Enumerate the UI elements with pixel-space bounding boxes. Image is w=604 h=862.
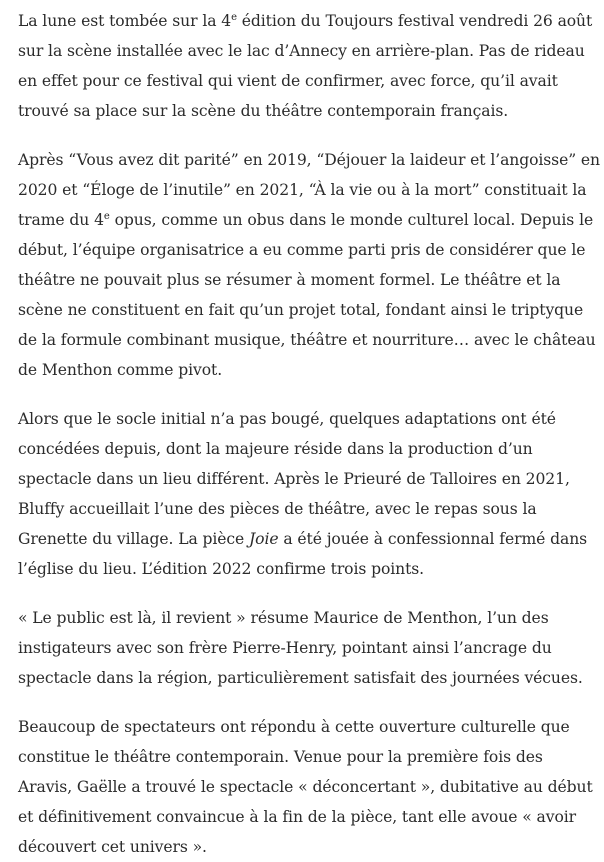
play-title: Joie: [249, 530, 279, 548]
paragraph-1: [18, 6, 601, 126]
paragraph-2: [18, 145, 601, 385]
paragraph-3-text-start: Alors que le socle initial n’a pas bougé, quelques adaptations ont été concédées depuis, dont la majeure réside dans la production d’un spectacle dans un lieu différent. Après le Prieuré de Talloires en 2021, Bluffy accueillait l’une des pièces de théâtre, avec le repas sous la Grenette du village. La pièce: [18, 410, 570, 548]
paragraph-3-text-end: a été jouée à confessionnal fermé dans l’église du lieu. L’édition 2022 confirme trois points.: [18, 530, 588, 578]
paragraph-3: [18, 404, 601, 584]
paragraph-2-text-start: Après “Vous avez dit parité” en 2019, “Déjouer la laideur et l’angoisse” en 2020 et “Éloge de l’inutile” en 2021, “À la vie ou à la mort” constituait la trame du 4: [18, 151, 600, 229]
paragraph-4: « Le public est là, il revient » résume Maurice de Menthon, l’un des instigateurs avec son frère Pierre-Henry, pointant ainsi l’ancrage du spectacle dans la région, particulièrement satisfait des journées vécues.: [18, 609, 583, 687]
paragraph-1-text-start: La lune est tombée sur la 4: [18, 12, 232, 30]
ordinal-suffix: e: [103, 211, 110, 222]
paragraph-5: Beaucoup de spectateurs ont répondu à cette ouverture culturelle que constitue le théâtre contemporain. Venue pour la première fois des Aravis, Gaëlle a trouvé le spectacle « déconcertant », dubitative au début et définitivement convaincue à la fin de la pièce, tant elle avoue « avoir découvert cet univers ».: [18, 718, 593, 856]
paragraph-1-text-end: édition du Toujours festival vendredi 26 août sur la scène installée avec le lac d’Annecy en arrière-plan. Pas de rideau en effet pour ce festival qui vient de confirmer, avec force, qu’il avait trouvé sa place sur la scène du théâtre contemporain français.: [18, 12, 593, 120]
paragraph-2-text-end: opus, comme un obus dans le monde culturel local. Depuis le début, l’équipe organisatrice a eu comme parti pris de considérer que le théâtre ne pouvait plus se résumer à moment formel. Le théâtre et la scène ne constituent en fait qu’un projet total, fondant ainsi le triptyque de la formule combinant musique, théâtre et nourriture… avec le château de Menthon comme pivot.: [18, 211, 596, 379]
article-body: [18, 6, 601, 862]
ordinal-suffix: e: [231, 12, 237, 23]
